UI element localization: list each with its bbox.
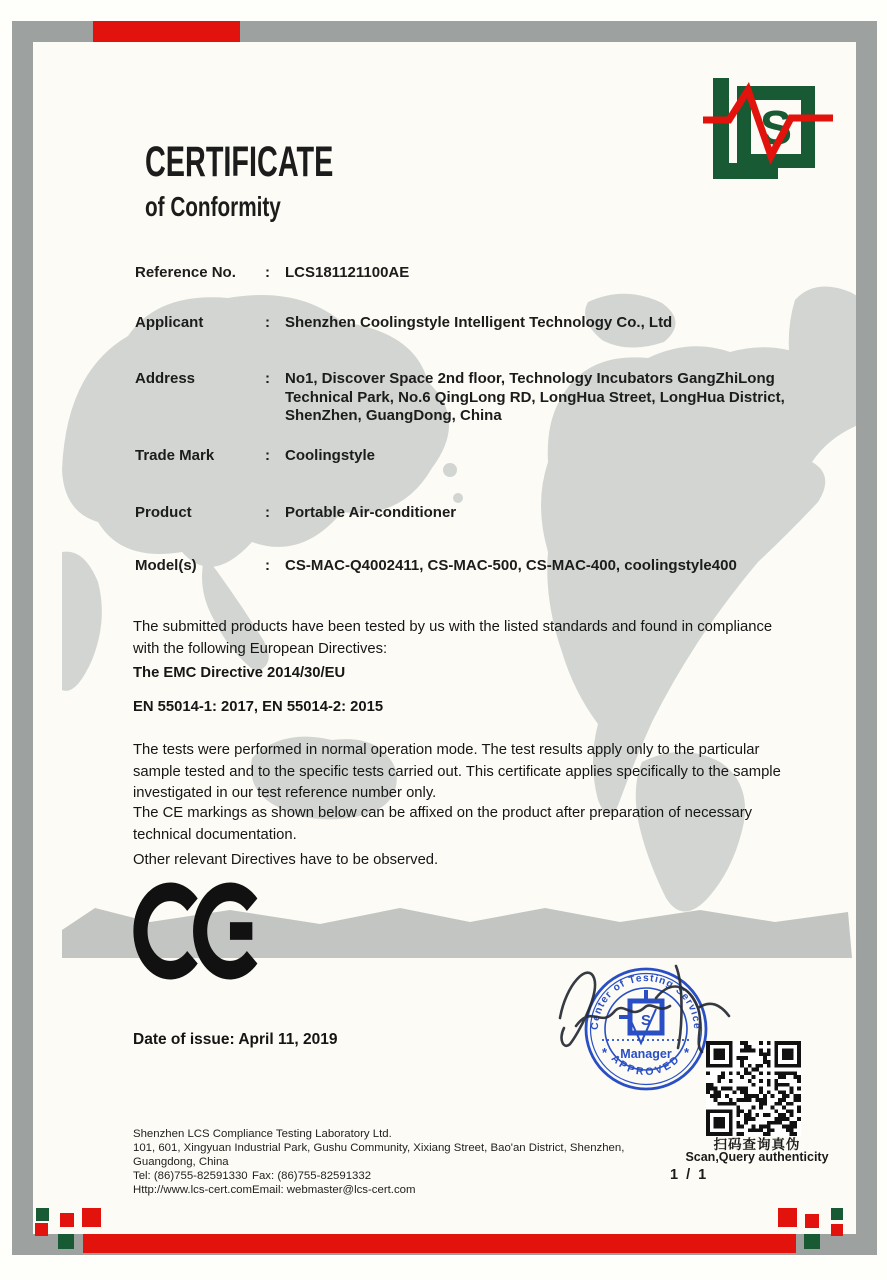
field-value: Coolingstyle — [285, 447, 376, 464]
map-africa-edge — [62, 552, 102, 691]
stamp-star-right: * — [684, 1045, 690, 1060]
field-value: No1, Discover Space 2nd floor, Technology Incubators GangZhiLong Technical Park, No.6 QingLong RD, LongHua Street, LongHua District, ShenZhen, GuangDong, China — [285, 370, 785, 424]
field-row-reference — [135, 264, 835, 283]
logo-letter-s: S — [759, 102, 793, 155]
stamp-logo-letter: S — [640, 1012, 652, 1029]
field-colon: : — [265, 447, 270, 464]
stamp-arc-top-text: Center of Testing Service — [589, 972, 703, 1031]
ce-letter-e-bar — [230, 922, 252, 940]
field-row-address — [135, 370, 835, 426]
footer-address-line1: 101, 601, Xingyuan Industrial Park, Gushu Community, Xixiang Street, Bao'an District, Shenzhen, — [133, 1141, 625, 1154]
qr-caption-english: Scan,Query authenticity — [685, 1150, 829, 1164]
certificate-subtitle: of Conformity — [145, 191, 281, 222]
bottom-right-red-square-small — [831, 1224, 843, 1236]
bottom-left-red-square-small — [35, 1223, 48, 1236]
field-value: Portable Air-conditioner — [285, 504, 457, 521]
stamp-arc-bottom-text: APPROVED — [608, 1052, 684, 1079]
field-colon: : — [265, 314, 270, 331]
title-block — [145, 138, 426, 223]
paragraph-ce-note: The CE markings as shown below can be affixed on the product after preparation of necessary technical documentation. — [133, 805, 753, 843]
footer-address-line2: Guangdong, China — [133, 1155, 229, 1168]
bottom-right-green-square — [831, 1208, 843, 1220]
field-colon: : — [265, 370, 270, 387]
bottom-right-red-square-mid — [805, 1214, 819, 1228]
field-row-models — [135, 557, 835, 576]
field-colon: : — [265, 557, 270, 574]
page-number: 1 / 1 — [670, 1167, 709, 1183]
field-colon: : — [265, 264, 270, 281]
field-row-product — [135, 504, 835, 523]
field-row-trademark — [135, 447, 835, 466]
certificate-title: CERTIFICATE — [145, 138, 334, 186]
paragraph-other-note: Other relevant Directives have to be observed. — [133, 852, 439, 868]
stamp-star-left: * — [602, 1045, 608, 1060]
paragraph-intro: The submitted products have been tested by us with the listed standards and found in compliance with the following European Directives: — [133, 619, 773, 657]
field-label: Trade Mark — [135, 447, 215, 464]
date-of-issue: Date of issue: April 11, 2019 — [133, 1031, 338, 1048]
lcs-logo-icon — [703, 76, 833, 181]
field-label: Model(s) — [135, 557, 197, 574]
qr-code — [706, 1041, 801, 1136]
bottom-right-red-square-big — [778, 1208, 797, 1227]
field-row-applicant — [135, 314, 835, 333]
top-red-accent — [93, 21, 240, 42]
stamp-role-text: Manager — [620, 1047, 672, 1061]
paragraph-directive: The EMC Directive 2014/30/EU — [133, 665, 346, 681]
footer-company: Shenzhen LCS Compliance Testing Laboratory Ltd. — [133, 1128, 392, 1140]
paragraph-standards: EN 55014-1: 2017, EN 55014-2: 2015 — [133, 699, 384, 715]
paragraph-tests-note: The tests were performed in normal operation mode. The test results apply only to the particular sample tested and to the specific tests carried out. This certificate applies specifically to the sample investigated in our test reference number only. — [133, 742, 781, 801]
field-label: Reference No. — [135, 264, 236, 281]
bottom-right-green-square-band — [804, 1234, 820, 1249]
field-colon: : — [265, 504, 270, 521]
footer-web: Http://www.lcs-cert.com — [133, 1183, 252, 1196]
bottom-left-red-square-big — [82, 1208, 101, 1227]
field-value: LCS181121100AE — [285, 264, 410, 281]
footer-fax: Fax: (86)755-82591332 — [252, 1169, 372, 1182]
bottom-left-green-square — [36, 1208, 49, 1221]
bottom-left-green-square-band — [58, 1234, 74, 1249]
map-asia — [62, 295, 449, 567]
footer-block — [133, 1128, 653, 1198]
field-label: Product — [135, 504, 192, 521]
footer-email: Email: webmaster@lcs-cert.com — [252, 1183, 416, 1196]
ce-marking-icon — [133, 882, 271, 980]
field-value: CS-MAC-Q4002411, CS-MAC-500, CS-MAC-400, coolingstyle400 — [285, 557, 737, 574]
footer-tel: Tel: (86)755-82591330 — [133, 1169, 248, 1182]
field-label: Applicant — [135, 314, 204, 331]
field-label: Address — [135, 370, 196, 387]
field-value: Shenzhen Coolingstyle Intelligent Technology Co., Ltd — [285, 314, 673, 331]
bottom-left-red-square-mid — [60, 1213, 74, 1227]
bottom-red-bar — [83, 1234, 796, 1253]
ce-letter-c — [140, 892, 192, 970]
qr-caption-chinese: 扫码查询真伪 — [713, 1137, 801, 1152]
